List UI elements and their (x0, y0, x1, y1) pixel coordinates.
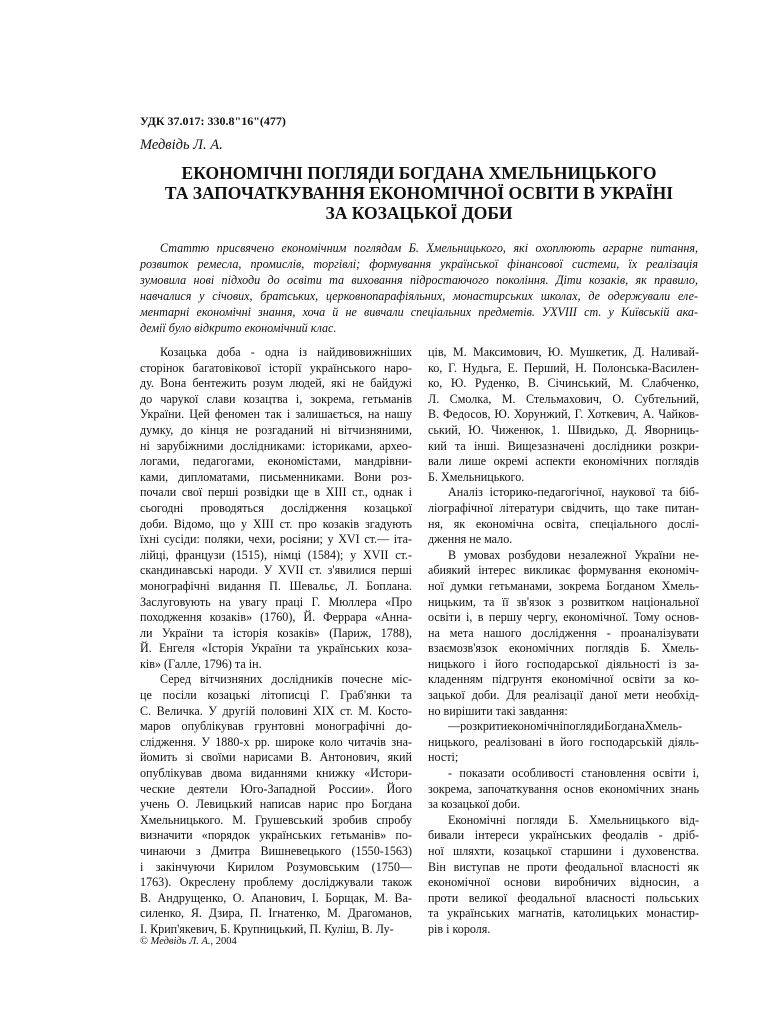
body-line: учень О. Левицький написав нарис про Богдана (140, 797, 412, 812)
body-line: ницького і його господарської діяльності із за- (428, 656, 699, 671)
abstract-line: Статтю присвячено економічним поглядам Б. Хмельницького, які охоплюють аграрне питання, (160, 241, 698, 255)
body-line: дження не мало. (428, 532, 513, 547)
body-line: Й. Енгеля «Історія України та українських коза- (140, 641, 412, 656)
body-line: походження козаків» (1760), Й. Феррара «Анна- (140, 610, 412, 625)
body-line: 1763). Окреслену проблему досліджували також (140, 875, 412, 890)
title-line: ЗА КОЗАЦЬКОЇ ДОБИ (325, 203, 513, 223)
body-line: ками, дипломатами, письменниками. Вони роз- (140, 469, 412, 484)
body-line: на мета нашого дослідження - проаналізувати (428, 625, 699, 640)
body-line: маров опублікував грунтовні монографічні до- (140, 719, 412, 734)
body-line: ної шляхти, козацької старшини і духовенства. (428, 844, 699, 858)
body-line: чинаючи з Дмитра Вишневецького (1550-1563) (140, 844, 412, 858)
body-line: за козацької доби. (428, 797, 521, 812)
body-line: Економічні погляди Б. Хмельницького від- (448, 812, 699, 827)
body-line: Він виступав не проти феодальної власності як (428, 859, 699, 874)
body-line: Козацька доба - одна із найдивовижніших (160, 345, 412, 359)
body-line: почали свої перші розвідки ще в XIII ст., однак і (140, 485, 412, 500)
body-line: ня, як економічна освіта, спеціального дослі- (428, 516, 699, 531)
body-line: ко, Ю. Руденко, В. Січинський, М. Слабченко, (428, 376, 699, 391)
body-line: проти великої феодальної власності польських (428, 890, 699, 905)
abstract-line: зумовила нові підходи до освіти та виховання підростаючого покоління. Діти козаків, як правило, (140, 273, 698, 287)
body-line: зокрема, започаткування основ економічних знань (428, 781, 699, 796)
body-line: ницьким, та її зв'язок з розвитком національної (428, 594, 699, 609)
body-line: В. Андрущенко, О. Апанович, І. Борщак, М. Ва- (140, 890, 412, 905)
body-line: ський, Ю. Чиженюк, 1. Швидько, Д. Яворниць- (428, 422, 699, 437)
body-line: ності; (428, 750, 459, 765)
body-line: ли України та історія козаків» (Париж, 1788), (140, 625, 412, 640)
body-column-right (428, 345, 699, 938)
copyright-symbol: © (140, 936, 148, 947)
body-line: йомить зі своїми нарисами В. Антонович, який (140, 750, 412, 765)
body-line: ців, М. Максимович, Ю. Мушкетик, Д. Наливай- (428, 345, 699, 359)
abstract-line: навчалися у січових, братських, церковнопарафіяльних, монастирських школах, де одержували еле- (140, 289, 698, 303)
body-line: сторінок багатовікової історії українського наро- (140, 360, 412, 375)
body-line: економічної основи виробничих відносин, а (428, 875, 699, 890)
body-line: зацької доби. Для реалізації даної мети необхід- (428, 688, 699, 703)
copyright-notice (140, 936, 237, 947)
body-line: Аналіз історико-педагогічної, наукової та біб- (448, 485, 699, 500)
body-line: Хмельницького. М. Грушевський зробив спробу (140, 812, 412, 827)
body-line: ліографічної літератури свідчить, що таке питан- (428, 500, 699, 515)
body-line: сьогодні проводяться дослідження козацької (140, 500, 412, 515)
body-line: В. Федосов, Ю. Хорунжий, Г. Хоткевич, А. Чайков- (428, 407, 699, 422)
body-line: бивали інтереси українських феодалів - дріб- (428, 828, 699, 843)
abstract (140, 240, 698, 336)
body-line: визначити «порядок українських гетьманів» по- (140, 828, 412, 843)
udk-code: УДК 37.017: 330.8"16"(477) (140, 114, 286, 128)
copyright-year: 2004 (215, 936, 237, 947)
body-line: України. Цей феномен так і залишається, на нашу (140, 407, 412, 422)
body-line: рів і короля. (428, 921, 491, 936)
body-line: їхні сусіди: поляки, чехи, росіяни; у XVI ст.— іта- (140, 532, 412, 547)
body-line: кий та інші. Вищезазначені дослідники розкри- (428, 438, 699, 453)
body-line: думку, до кінця не розгаданий ні вітчизняними, (140, 422, 412, 437)
body-line: скандинавські народи. У XVII ст. з'явилися перші (140, 563, 412, 578)
body-line: і закінчуючи Кирилом Розумовським (1750— (140, 859, 412, 874)
abstract-line: ментарні економічні знання, хоча й не вивчали спеціальних предметів. УXVIII ст. у Київській ака- (140, 305, 698, 319)
author-name: Медвідь Л. А. (140, 137, 223, 153)
body-line: слідження. У 1880-х рр. широке коло читачів зна- (140, 734, 412, 749)
title-line: ЕКОНОМІЧНІ ПОГЛЯДИ БОГДАНА ХМЕЛЬНИЦЬКОГО (181, 163, 657, 183)
article-title (140, 163, 698, 223)
body-line: - показати особливості становлення освіти і, (448, 766, 699, 781)
body-line: ко, Г. Нудьга, Е. Перший, Н. Полонська-Василен- (428, 360, 699, 375)
body-line: логами, педагогами, економістами, мандрівни- (140, 454, 412, 469)
body-line: монографічні видання П. Шевальє, Л. Боплана. (140, 578, 412, 593)
body-line: абиякий інтерес викликає формування економіч- (428, 563, 699, 578)
abstract-line: розвиток ремесла, промислів, торгівлі; формування української фінансової системи, їх реалізація (140, 257, 698, 271)
body-line: це посіли козацькі літописці Г. Граб'янки та (140, 688, 412, 703)
body-line: вали лише окремі аспекти економічних поглядів (428, 454, 699, 469)
body-line: ду. Вона бентежить розум людей, які не байдужі (140, 376, 412, 391)
body-line: но вирішити такі завдання: (428, 703, 568, 718)
body-line: ницького, реалізовані в його господарській діяль- (428, 734, 699, 749)
body-line: доби. Відомо, що у XIII ст. про козаків згадують (140, 516, 412, 531)
body-line: Серед вітчизняних дослідників почесне міс- (160, 672, 412, 687)
body-line: Заслуговують на увагу праці Г. Мюллера «Про (140, 594, 412, 609)
body-line: ческие деятели Юго-Западной России». Його (140, 781, 412, 796)
body-line: до чарукої слави козацтва і, зокрема, гетьманів (140, 391, 412, 406)
body-line: —розкритиекономічніпоглядиБогданаХмель- (448, 719, 683, 734)
body-line: ної думки гетьманами, зокрема Богданом Хмель- (428, 578, 699, 593)
abstract-line: демії було відкрито економічний клас. (140, 321, 337, 335)
body-line: Б. Хмельницького. (428, 469, 525, 484)
body-line: освіти і, в першу чергу, економічної. Тому основ- (428, 610, 699, 625)
body-line: І. Крип'якевич, Б. Крупницький, П. Куліш, В. Лу- (140, 921, 394, 936)
body-line: ні зарубіжними дослідниками: істориками, архео- (140, 438, 412, 453)
body-line: Л. Смолка, М. Стельмахович, О. Субтельний, (428, 391, 699, 406)
body-line: ків» (Галле, 1796) та ін. (140, 656, 262, 671)
title-line: ТА ЗАПОЧАТКУВАННЯ ЕКОНОМІЧНОЇ ОСВІТИ В УКРАЇНІ (164, 183, 674, 203)
body-line: силенко, Я. Дзира, П. Ігнатенко, М. Драгоманов, (140, 906, 412, 921)
body-line: лійці, французи (1515), німці (1584); у XVII ст.- (140, 547, 412, 562)
body-line: та українських магнатів, католицьких монастир- (428, 906, 699, 921)
body-line: опублікував двома виданнями книжку «Истори- (140, 766, 412, 781)
body-column-left (140, 345, 412, 938)
copyright-name: Медвідь Л. А., (150, 936, 214, 947)
body-line: взаємозв'язок економічних поглядів Б. Хмель- (428, 641, 699, 656)
body-line: С. Величка. У другій половині XIX ст. М. Косто- (140, 703, 412, 718)
body-line: кладенням підгрунтя економічної освіти за ко- (428, 672, 699, 687)
body-line: В умовах розбудови незалежної України не- (448, 547, 699, 562)
